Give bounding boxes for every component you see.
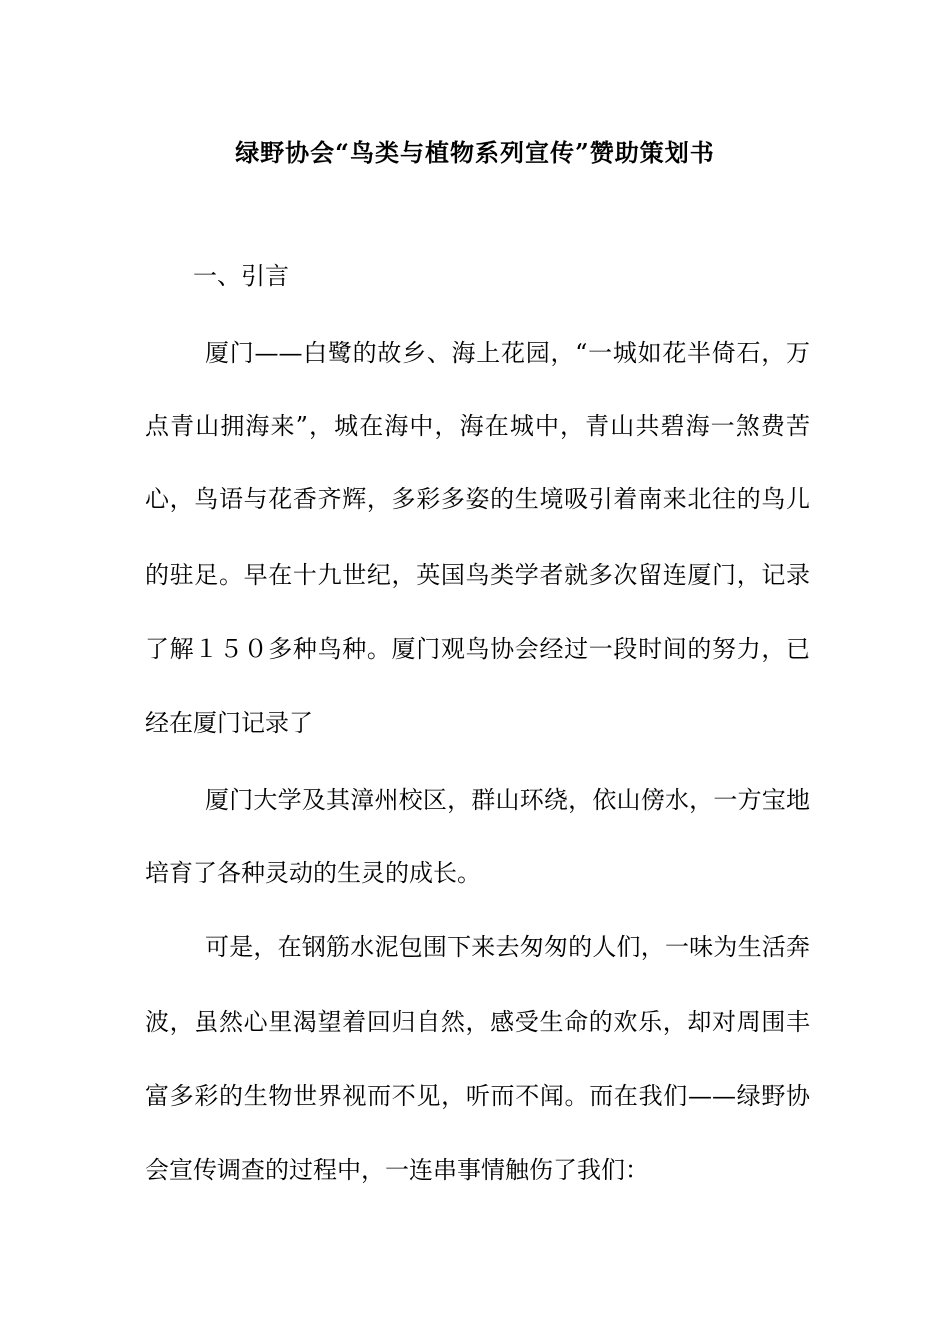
paragraph-2-line-1: 厦门大学及其漳州校区，群山环绕，依山傍水，一方宝地 (205, 786, 810, 814)
document-title: 绿野协会“鸟类与植物系列宣传”赞助策划书 (235, 138, 715, 167)
paragraph-3-line-4: 会宣传调查的过程中，一连串事情触伤了我们： (145, 1156, 649, 1184)
paragraph-3-line-2: 波，虽然心里渴望着回归自然，感受生命的欢乐，却对周围丰 (145, 1008, 810, 1036)
paragraph-1-line-6: 经在厦门记录了 (145, 709, 313, 737)
section-heading: 一、引言 (193, 262, 289, 290)
paragraph-1-line-4: 的驻足。早在十九世纪，英国鸟类学者就多次留连厦门，记录 (145, 561, 810, 589)
paragraph-1-line-3: 心，鸟语与花香齐辉，多彩多姿的生境吸引着南来北往的鸟儿 (145, 485, 810, 513)
paragraph-3-line-3: 富多彩的生物世界视而不见，听而不闻。而在我们——绿野协 (145, 1082, 810, 1110)
paragraph-1-line-1: 厦门——白鹭的故乡、海上花园，“一城如花半倚石，万 (205, 339, 810, 367)
paragraph-3-line-1: 可是，在钢筋水泥包围下来去匆匆的人们，一味为生活奔 (205, 933, 810, 961)
paragraph-1-line-2: 点青山拥海来”，城在海中，海在城中，青山共碧海一煞费苦 (145, 412, 810, 440)
paragraph-2-line-2: 培育了各种灵动的生灵的成长。 (145, 859, 481, 887)
paragraph-1-line-5: 了解１５０多种鸟种。厦门观鸟协会经过一段时间的努力，已 (145, 635, 810, 663)
